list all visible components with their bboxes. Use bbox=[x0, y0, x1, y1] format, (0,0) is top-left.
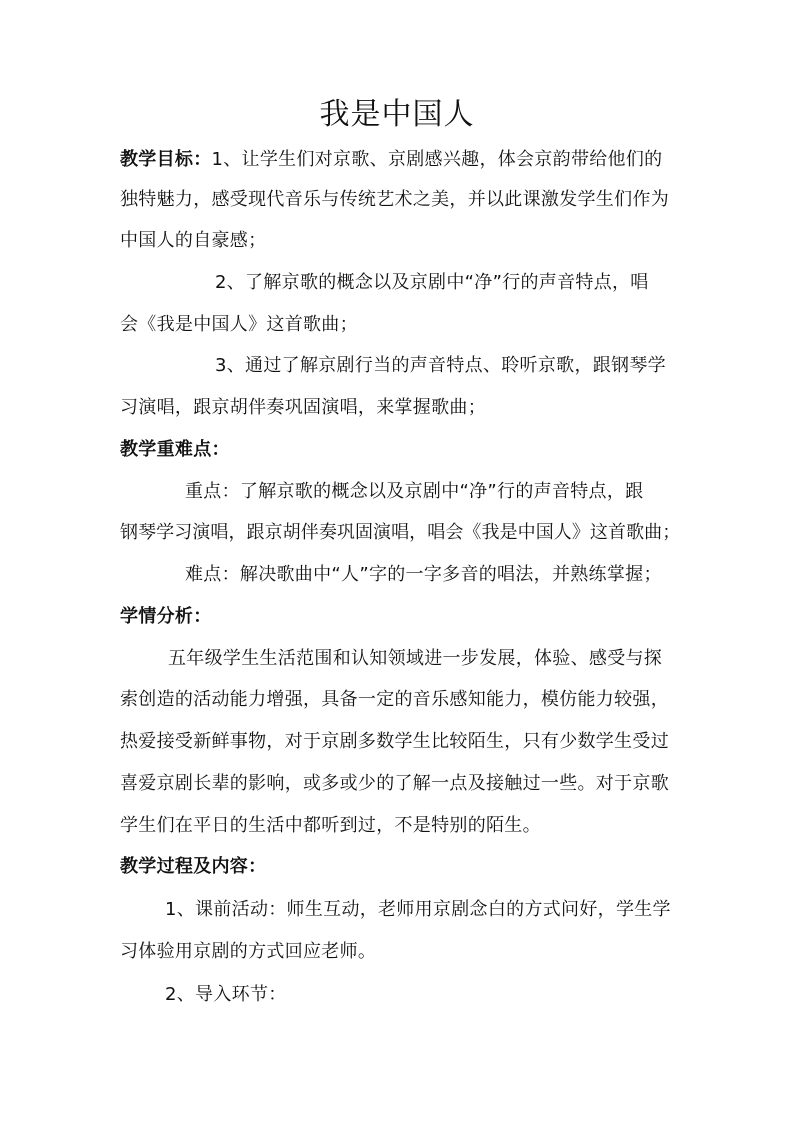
objective-2-line-2: 会《我是中国人》这首歌曲； bbox=[120, 314, 358, 335]
objective-1-line-3: 中国人的自豪感； bbox=[120, 230, 267, 251]
objective-3-line-2: 习演唱，跟京胡伴奏巩固演唱，来掌握歌曲； bbox=[120, 397, 486, 418]
analysis-line-2: 索创造的活动能力增强，具备一定的音乐感知能力，模仿能力较强， bbox=[120, 689, 669, 710]
objective-1-text: 1、让学生们对京歌、京剧感兴趣，体会京韵带给他们的 bbox=[211, 149, 663, 170]
objective-3-line-1: 3、通过了解京剧行当的声音特点、聆听京歌，跟钢琴学 bbox=[215, 355, 666, 376]
analysis-line-3: 热爱接受新鲜事物，对于京剧多数学生比较陌生，只有少数学生受过 bbox=[120, 731, 669, 752]
key-point-line-1: 重点：了解京歌的概念以及京剧中“净”行的声音特点，跟 bbox=[185, 481, 644, 502]
objectives-line-1 bbox=[120, 140, 662, 180]
key-points-heading: 教学重难点： bbox=[120, 439, 230, 460]
objective-2-line-1: 2、了解京歌的概念以及京剧中“净”行的声音特点，唱 bbox=[215, 272, 649, 293]
difficult-point-line: 难点：解决歌曲中“人”字的一字多音的唱法，并熟练掌握； bbox=[185, 564, 662, 585]
key-point-line-2: 钢琴学习演唱，跟京胡伴奏巩固演唱，唱会《我是中国人》这首歌曲； bbox=[120, 522, 681, 543]
process-heading: 教学过程及内容： bbox=[120, 856, 267, 877]
analysis-line-1: 五年级学生生活范围和认知领域进一步发展，体验、感受与探 bbox=[168, 648, 663, 669]
process-step-1-line-1: 1、课前活动：师生互动，老师用京剧念白的方式问好，学生学 bbox=[165, 899, 671, 920]
document-title: 我是中国人 bbox=[319, 97, 475, 132]
process-step-2-line-1: 2、导入环节： bbox=[165, 984, 287, 1005]
analysis-heading: 学情分析： bbox=[120, 606, 212, 627]
objectives-heading: 教学目标： bbox=[120, 149, 212, 170]
process-step-1-line-2: 习体验用京剧的方式回应老师。 bbox=[120, 941, 377, 962]
analysis-line-5: 学生们在平日的生活中都听到过，不是特别的陌生。 bbox=[120, 815, 541, 836]
objective-1-line-2: 独特魅力，感受现代音乐与传统艺术之美，并以此课激发学生们作为 bbox=[120, 189, 669, 210]
analysis-line-4: 喜爱京剧长辈的影响，或多或少的了解一点及接触过一些。对于京歌 bbox=[120, 773, 669, 794]
